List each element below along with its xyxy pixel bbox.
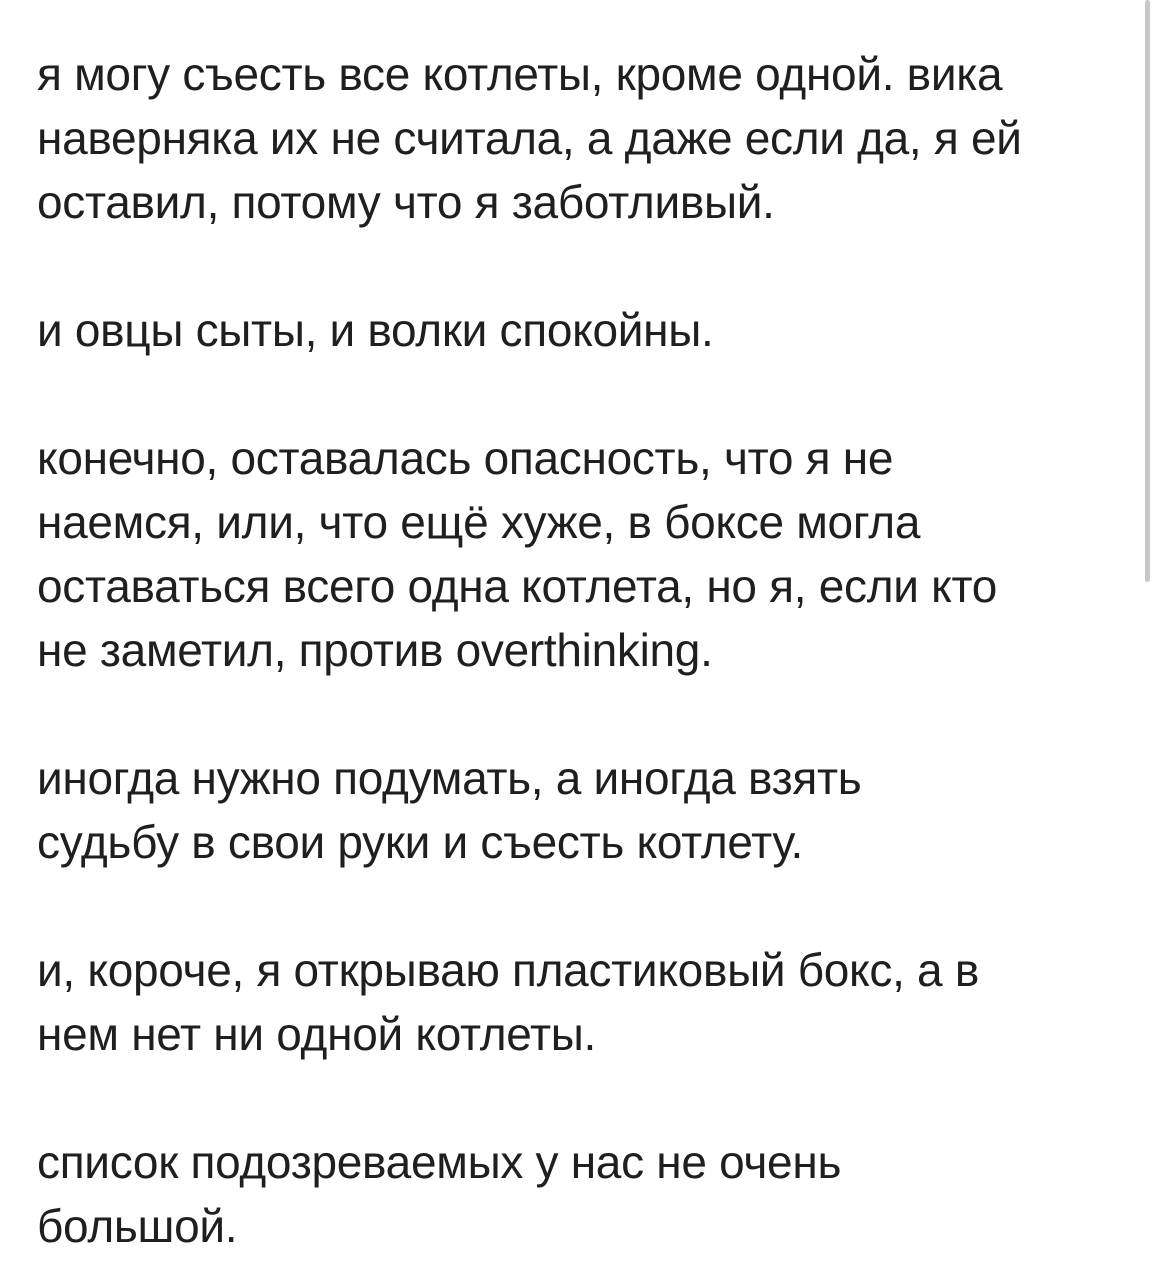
paragraph-6 bbox=[37, 1130, 1127, 1258]
text-line: список подозреваемых у нас не очень bbox=[37, 1136, 842, 1188]
text-line: и, короче, я открываю пластиковый бокс, а в bbox=[37, 944, 979, 996]
paragraph-3 bbox=[37, 426, 1127, 682]
paragraph-2 bbox=[37, 298, 1127, 362]
text-line: большой. bbox=[37, 1200, 238, 1252]
paragraph-1 bbox=[37, 42, 1127, 234]
scrollbar[interactable] bbox=[1145, 0, 1150, 582]
paragraph-4 bbox=[37, 746, 1127, 874]
post-text bbox=[37, 42, 1127, 1280]
text-line: нем нет ни одной котлеты. bbox=[37, 1008, 597, 1060]
text-line: наемся, или, что ещё хуже, в боксе могла bbox=[37, 496, 921, 548]
text-line: оставил, потому что я заботливый. bbox=[37, 176, 775, 228]
paragraph-5 bbox=[37, 938, 1127, 1066]
text-line: не заметил, против overthinking. bbox=[37, 624, 713, 676]
text-line: судьбу в свои руки и съесть котлету. bbox=[37, 816, 804, 868]
text-line: и овцы сыты, и волки спокойны. bbox=[37, 304, 714, 356]
text-line: я могу съесть все котлеты, кроме одной. вика bbox=[37, 48, 1003, 100]
text-line: оставаться всего одна котлета, но я, если кто bbox=[37, 560, 998, 612]
text-line: иногда нужно подумать, а иногда взять bbox=[37, 752, 862, 804]
text-line: конечно, оставалась опасность, что я не bbox=[37, 432, 894, 484]
text-line: наверняка их не считала, а даже если да, я ей bbox=[37, 112, 1022, 164]
